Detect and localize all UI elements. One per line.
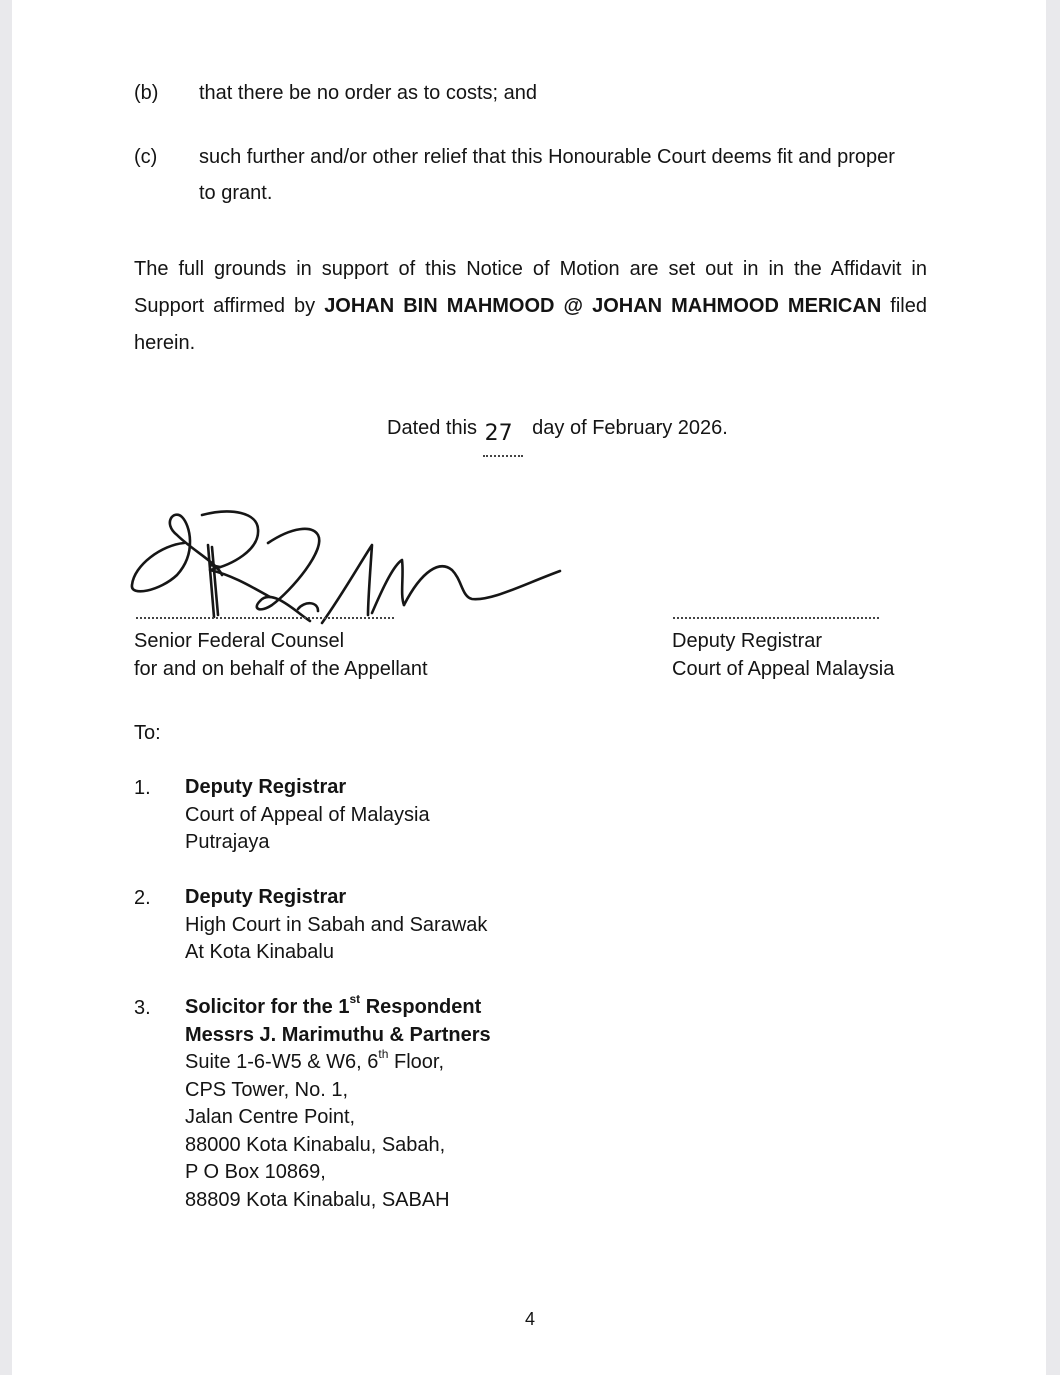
signature-mark [122,505,572,635]
grounds-line-1: The full grounds in support of this Notice of Motion are set out in in the Affidavit in [134,258,927,280]
item-c-line2: to grant. [199,182,273,204]
grounds-line-3: herein. [134,332,196,354]
dated-suffix: day of February 2026. [526,417,728,439]
recipient-1-line: Putrajaya [185,831,270,853]
item-c-label: (c) [134,146,158,168]
recipient-1-number: 1. [134,777,151,799]
recipient-1-title: Deputy Registrar [185,776,347,798]
signatory-right-subtitle: Court of Appeal Malaysia [672,658,895,680]
recipient-3 [185,994,491,1214]
document-page [12,0,1046,1375]
dated-prefix: Dated this [387,417,483,439]
dated-line [387,416,728,446]
recipient-3-firm: Messrs J. Marimuthu & Partners [185,1023,491,1046]
recipient-3-line: 88000 Kota Kinabalu, Sabah, [185,1133,446,1156]
signatory-right-title: Deputy Registrar [672,630,823,652]
signatory-left-subtitle: for and on behalf of the Appellant [134,658,428,680]
recipient-2 [185,884,487,967]
recipient-1-line: Court of Appeal of Malaysia [185,803,430,826]
grounds-paragraph [134,251,927,362]
left-signature-line [136,617,394,619]
to-label: To: [134,722,161,744]
page-number: 4 [525,1309,536,1329]
recipient-3-number: 3. [134,997,151,1019]
recipient-3-line: CPS Tower, No. 1, [185,1078,349,1101]
recipient-2-title: Deputy Registrar [185,886,347,908]
recipient-3-line: Suite 1-6-W5 & W6, 6th Floor, [185,1047,444,1073]
item-c-line1: such further and/or other relief that this Honourable Court deems fit and proper [199,146,895,168]
recipient-1 [185,774,430,857]
recipient-2-line: At Kota Kinabalu [185,941,334,963]
item-b-label: (b) [134,82,159,104]
recipient-3-line: 88809 Kota Kinabalu, SABAH [185,1188,450,1211]
recipient-3-title: Solicitor for the 1st Respondent [185,992,482,1018]
affiant-name: JOHAN BIN MAHMOOD @ JOHAN MAHMOOD MERICAN [324,295,882,317]
dated-day-handwritten: 27 [484,421,513,446]
item-b-text: that there be no order as to costs; and [199,82,537,104]
recipient-2-line: High Court in Sabah and Sarawak [185,913,488,936]
recipient-2-number: 2. [134,887,151,909]
right-signature-line [673,617,879,619]
recipient-3-line: Jalan Centre Point, [185,1106,356,1128]
recipient-3-line: P O Box 10869, [185,1161,326,1183]
signatory-left-title: Senior Federal Counsel [134,630,345,652]
grounds-line-2: Support affirmed by JOHAN BIN MAHMOOD @ JOHAN MAHMOOD MERICAN filed [134,295,927,317]
